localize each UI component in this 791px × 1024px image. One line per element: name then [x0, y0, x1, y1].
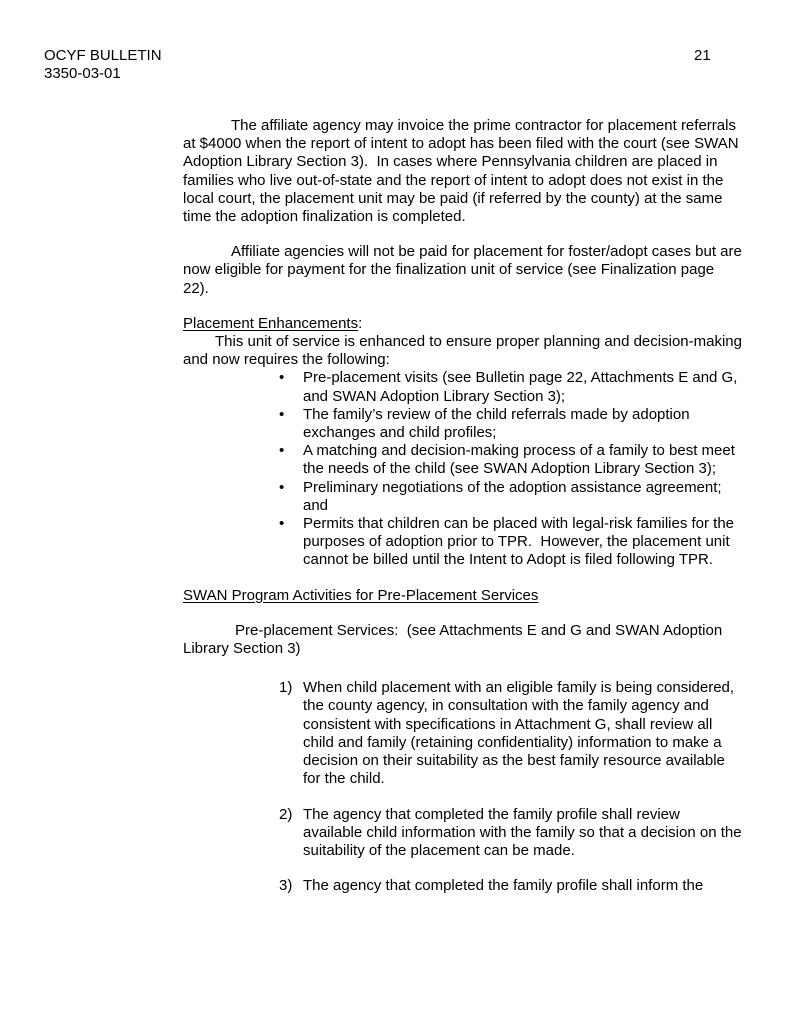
numbered-item	[183, 805, 746, 861]
paragraph-invoice: The affiliate agency may invoice the prime contractor for placement referrals at $4000 when the report of intent to adopt has been filed with the court (see SWAN Adoption Library Section 3). In cases where Pennsylvania children are placed in families who live out-of-state and the report of intent to adopt does not exist in the local court, the placement unit may be paid (if referred by the county) at the same time the adoption finalization is completed.	[183, 117, 742, 226]
item-number: 3)	[279, 877, 293, 895]
numbered-item	[183, 679, 743, 788]
bullet-item-text: Permits that children can be placed with legal-risk families for the purposes of adoption prior to TPR. However, the placement unit cannot be billed until the Intent to Adopt is filed following TPR.	[303, 515, 739, 569]
numbered-item-text: When child placement with an eligible family is being considered, the county agency, in consultation with the family agency and consistent with specifications in Attachment G, shall review all child and family (retaining confidentiality) information to make a decision on their suitability as the best family resource available for the child.	[303, 679, 739, 788]
item-number: 1)	[279, 679, 293, 697]
paragraph-payment: Affiliate agencies will not be paid for placement for foster/adopt cases but are now eligible for payment for the finalization unit of service (see Finalization page 22).	[183, 243, 747, 297]
doc-title: OCYF BULLETIN	[44, 47, 162, 64]
doc-number: 3350-03-01	[44, 65, 121, 83]
bullet-icon: •	[279, 369, 285, 387]
numbered-item	[183, 877, 743, 895]
bullet-item	[183, 515, 743, 570]
document-header	[44, 47, 162, 83]
bullet-item-text: The family’s review of the child referrals made by adoption exchanges and child profiles;	[303, 405, 694, 442]
bullet-list	[183, 369, 743, 569]
bullet-item	[183, 406, 743, 442]
bullet-item	[183, 442, 743, 478]
bullet-item	[183, 479, 743, 515]
bullet-icon: •	[279, 478, 285, 496]
page-number: 21	[694, 47, 711, 64]
bullet-item-text: Preliminary negotiations of the adoption assistance agreement; and	[303, 478, 726, 514]
numbered-item-text: The agency that completed the family profile shall inform the	[303, 877, 704, 895]
bullet-icon: •	[279, 442, 285, 460]
bullet-item	[183, 369, 743, 405]
numbered-item-text: The agency that completed the family profile shall review available child information with the family so that a decision on the suitability of the placement can be made.	[303, 805, 746, 859]
placement-heading-colon: :	[358, 314, 363, 332]
section-heading-swan-program	[183, 587, 743, 605]
document-body	[183, 117, 747, 912]
paragraph-preplacement-services: Pre-placement Services: (see Attachments E and G and SWAN Adoption Library Section 3)	[183, 621, 727, 658]
swan-heading-text: SWAN Program Activities for Pre-Placement Services	[183, 586, 539, 604]
section-heading-placement-enhancements	[183, 315, 743, 333]
paragraph-placement-intro: This unit of service is enhanced to ensure proper planning and decision-making and now requires the following:	[183, 333, 747, 369]
bullet-item-text: A matching and decision-making process of a family to best meet the needs of the child (see SWAN Adoption Library Section 3);	[303, 442, 740, 478]
placement-heading-text: Placement Enhancements	[183, 314, 359, 332]
bullet-icon: •	[279, 405, 285, 423]
item-number: 2)	[279, 805, 293, 823]
numbered-list	[183, 679, 746, 895]
bullet-icon: •	[279, 515, 285, 533]
bullet-item-text: Pre-placement visits (see Bulletin page 22, Attachments E and G, and SWAN Adoption Library Section 3);	[303, 369, 742, 405]
